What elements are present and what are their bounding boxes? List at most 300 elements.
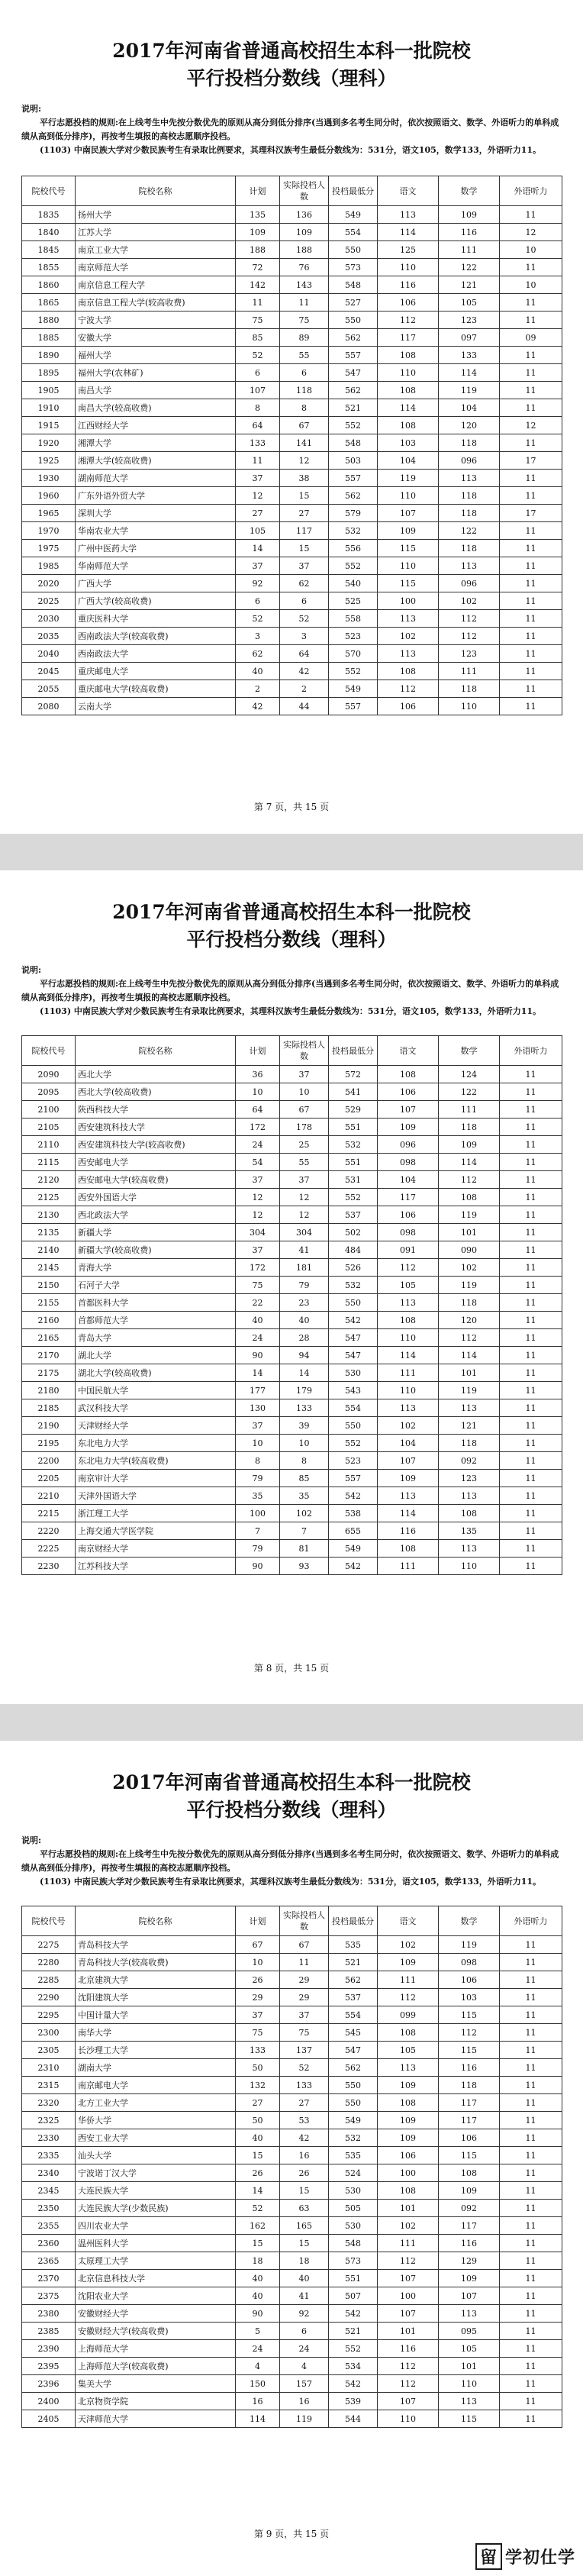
cell-min-score: 550 (329, 1294, 378, 1312)
cell-admitted-count: 67 (280, 417, 329, 434)
cell-school-name: 南京信息工程大学(较高收费) (76, 294, 236, 312)
cell-math-score: 104 (439, 399, 500, 417)
cell-plan: 4 (236, 2358, 280, 2375)
cell-min-score: 538 (329, 1505, 378, 1522)
cell-school-code: 2180 (22, 1382, 76, 1399)
cell-admitted-count: 102 (280, 1505, 329, 1522)
table-row (22, 2147, 562, 2164)
cell-plan: 130 (236, 1399, 280, 1417)
column-header-math-score: 数学 (439, 1906, 500, 1936)
cell-school-name: 宁波诺丁汉大学 (76, 2164, 236, 2182)
cell-school-name: 宁波大学 (76, 312, 236, 329)
column-header-chinese-score: 语文 (378, 176, 439, 206)
table-row (22, 276, 562, 294)
cell-min-score: 535 (329, 1936, 378, 1954)
cell-chinese-score: 099 (378, 2006, 439, 2024)
cell-math-score: 106 (439, 1971, 500, 1989)
cell-min-score: 548 (329, 434, 378, 452)
cell-school-code: 2310 (22, 2059, 76, 2077)
cell-min-score: 521 (329, 2323, 378, 2340)
cell-chinese-score: 108 (378, 1312, 439, 1329)
cell-school-name: 天津师范大学 (76, 2410, 236, 2428)
cell-admitted-count: 4 (280, 2358, 329, 2375)
table-row (22, 417, 562, 434)
cell-math-score: 096 (439, 575, 500, 592)
cell-min-score: 557 (329, 698, 378, 715)
cell-math-score: 105 (439, 294, 500, 312)
cell-school-code: 1845 (22, 241, 76, 259)
cell-school-name: 天津外国语大学 (76, 1487, 236, 1505)
cell-school-code: 2080 (22, 698, 76, 715)
cell-admitted-count: 118 (280, 382, 329, 399)
cell-admitted-count: 304 (280, 1224, 329, 1241)
cell-min-score: 534 (329, 2358, 378, 2375)
cell-plan: 14 (236, 1364, 280, 1382)
cell-min-score: 550 (329, 2094, 378, 2112)
cell-plan: 26 (236, 1971, 280, 1989)
cell-math-score: 095 (439, 2323, 500, 2340)
cell-math-score: 108 (439, 2164, 500, 2182)
cell-chinese-score: 114 (378, 224, 439, 241)
cell-min-score: 523 (329, 628, 378, 645)
cell-math-score: 121 (439, 1417, 500, 1435)
cell-plan: 15 (236, 2147, 280, 2164)
cell-chinese-score: 110 (378, 557, 439, 575)
cell-chinese-score: 108 (378, 2024, 439, 2042)
cell-admitted-count: 6 (280, 364, 329, 382)
cell-listening-score: 11 (500, 1417, 562, 1435)
cell-min-score: 550 (329, 241, 378, 259)
note-text-1: 平行志愿投档的规则:在上线考生中先按分数优先的原则从高分到低分排序(当遇到多名考生同分时，依次按照语文、数学、外语听力的单科成绩从高到低分排序)，再按考生填报的高校志愿顺序投档。 (21, 1849, 559, 1873)
cell-listening-score: 11 (500, 698, 562, 715)
cell-min-score: 552 (329, 1435, 378, 1452)
cell-listening-score: 11 (500, 2059, 562, 2077)
cell-plan: 133 (236, 434, 280, 452)
table-row (22, 680, 562, 698)
cell-school-name: 广东外语外贸大学 (76, 487, 236, 505)
cell-math-score: 101 (439, 1364, 500, 1382)
note-block (21, 102, 562, 157)
cell-chinese-score: 114 (378, 1347, 439, 1364)
cell-plan: 107 (236, 382, 280, 399)
cell-math-score: 114 (439, 1154, 500, 1171)
cell-school-name: 温州医科大学 (76, 2235, 236, 2252)
cell-admitted-count: 16 (280, 2393, 329, 2410)
cell-plan: 3 (236, 628, 280, 645)
cell-admitted-count: 92 (280, 2305, 329, 2323)
cell-school-code: 2030 (22, 610, 76, 628)
column-header-school-code: 院校代号 (22, 1036, 76, 1066)
cell-school-code: 1965 (22, 505, 76, 522)
table-row (22, 505, 562, 522)
cell-math-score: 102 (439, 1259, 500, 1277)
cell-math-score: 124 (439, 1066, 500, 1083)
cell-admitted-count: 75 (280, 312, 329, 329)
table-row (22, 645, 562, 663)
cell-school-code: 1840 (22, 224, 76, 241)
cell-school-code: 2165 (22, 1329, 76, 1347)
cell-school-name: 汕头大学 (76, 2147, 236, 2164)
cell-plan: 132 (236, 2077, 280, 2094)
cell-listening-score: 17 (500, 505, 562, 522)
cell-school-name: 西安建筑科技大学 (76, 1119, 236, 1136)
table-row (22, 610, 562, 628)
cell-plan: 114 (236, 2410, 280, 2428)
cell-listening-score: 11 (500, 1171, 562, 1189)
cell-plan: 18 (236, 2252, 280, 2270)
cell-chinese-score: 106 (378, 1083, 439, 1101)
cell-school-code: 2220 (22, 1522, 76, 1540)
table-row (22, 1989, 562, 2006)
cell-listening-score: 11 (500, 1241, 562, 1259)
page-divider (0, 1704, 583, 1741)
cell-min-score: 562 (329, 487, 378, 505)
cell-min-score: 547 (329, 2042, 378, 2059)
cell-school-code: 2120 (22, 1171, 76, 1189)
cell-school-name: 湖北大学 (76, 1347, 236, 1364)
cell-min-score: 573 (329, 259, 378, 276)
cell-chinese-score: 108 (378, 347, 439, 364)
cell-plan: 10 (236, 1954, 280, 1971)
cell-math-score: 098 (439, 1954, 500, 1971)
cell-plan: 6 (236, 364, 280, 382)
cell-school-code: 2315 (22, 2077, 76, 2094)
cell-listening-score: 11 (500, 1259, 562, 1277)
cell-plan: 64 (236, 417, 280, 434)
cell-math-score: 118 (439, 680, 500, 698)
cell-school-name: 西安邮电大学 (76, 1154, 236, 1171)
cell-listening-score: 11 (500, 1936, 562, 1954)
cell-listening-score: 11 (500, 2077, 562, 2094)
cell-admitted-count: 133 (280, 1399, 329, 1417)
cell-math-score: 115 (439, 2147, 500, 2164)
cell-math-score: 122 (439, 259, 500, 276)
table-row (22, 628, 562, 645)
cell-min-score: 532 (329, 522, 378, 540)
cell-admitted-count: 143 (280, 276, 329, 294)
cell-min-score: 531 (329, 1171, 378, 1189)
cell-min-score: 548 (329, 276, 378, 294)
cell-school-name: 重庆医科大学 (76, 610, 236, 628)
score-table (21, 176, 562, 715)
table-row (22, 1470, 562, 1487)
cell-admitted-count: 40 (280, 1312, 329, 1329)
cell-school-code: 1920 (22, 434, 76, 452)
cell-school-code: 2405 (22, 2410, 76, 2428)
cell-chinese-score: 112 (378, 1989, 439, 2006)
cell-math-score: 119 (439, 1936, 500, 1954)
cell-min-score: 562 (329, 1971, 378, 1989)
cell-listening-score: 11 (500, 1540, 562, 1558)
table-row (22, 522, 562, 540)
cell-school-code: 2335 (22, 2147, 76, 2164)
table-row (22, 399, 562, 417)
cell-school-name: 太原理工大学 (76, 2252, 236, 2270)
cell-admitted-count: 117 (280, 522, 329, 540)
cell-school-name: 南华大学 (76, 2024, 236, 2042)
column-header-school-name: 院校名称 (76, 176, 236, 206)
cell-plan: 8 (236, 1452, 280, 1470)
column-header-admitted-count: 实际投档人数 (280, 176, 329, 206)
cell-plan: 12 (236, 1189, 280, 1206)
cell-school-code: 2340 (22, 2164, 76, 2182)
cell-school-name: 扬州大学 (76, 206, 236, 224)
cell-math-score: 113 (439, 1399, 500, 1417)
cell-school-name: 大连民族大学(少数民族) (76, 2200, 236, 2217)
cell-plan: 105 (236, 522, 280, 540)
note-block (21, 964, 562, 1018)
cell-school-name: 北方工业大学 (76, 2094, 236, 2112)
cell-min-score: 542 (329, 1312, 378, 1329)
cell-min-score: 540 (329, 575, 378, 592)
cell-school-name: 南京工业大学 (76, 241, 236, 259)
cell-chinese-score: 105 (378, 1277, 439, 1294)
cell-chinese-score: 110 (378, 1329, 439, 1347)
table-row (22, 2006, 562, 2024)
table-row (22, 1083, 562, 1101)
cell-math-score: 119 (439, 382, 500, 399)
cell-school-name: 南京财经大学 (76, 1540, 236, 1558)
cell-plan: 29 (236, 1989, 280, 2006)
cell-school-name: 上海交通大学医学院 (76, 1522, 236, 1540)
cell-plan: 67 (236, 1936, 280, 1954)
cell-min-score: 543 (329, 1382, 378, 1399)
cell-math-score: 112 (439, 1171, 500, 1189)
cell-school-code: 2055 (22, 680, 76, 698)
cell-plan: 16 (236, 2393, 280, 2410)
table-row (22, 1206, 562, 1224)
table-row (22, 241, 562, 259)
table-row (22, 2129, 562, 2147)
cell-math-score: 118 (439, 540, 500, 557)
cell-school-code: 2105 (22, 1119, 76, 1136)
cell-min-score: 655 (329, 1522, 378, 1540)
cell-school-name: 沈阳农业大学 (76, 2287, 236, 2305)
cell-chinese-score: 109 (378, 522, 439, 540)
cell-chinese-score: 112 (378, 680, 439, 698)
cell-math-score: 108 (439, 1189, 500, 1206)
cell-min-score: 552 (329, 663, 378, 680)
cell-min-score: 542 (329, 1487, 378, 1505)
table-header-row (22, 176, 562, 206)
cell-listening-score: 11 (500, 2094, 562, 2112)
cell-chinese-score: 106 (378, 2147, 439, 2164)
cell-min-score: 548 (329, 2235, 378, 2252)
cell-min-score: 558 (329, 610, 378, 628)
cell-chinese-score: 112 (378, 2358, 439, 2375)
cell-min-score: 545 (329, 2024, 378, 2042)
cell-math-score: 123 (439, 312, 500, 329)
cell-admitted-count: 133 (280, 2077, 329, 2094)
cell-admitted-count: 67 (280, 1936, 329, 1954)
cell-math-score: 111 (439, 663, 500, 680)
cell-admitted-count: 181 (280, 1259, 329, 1277)
cell-plan: 142 (236, 276, 280, 294)
cell-admitted-count: 67 (280, 1101, 329, 1119)
cell-min-score: 530 (329, 1364, 378, 1382)
cell-plan: 52 (236, 2200, 280, 2217)
cell-chinese-score: 109 (378, 1119, 439, 1136)
cell-plan: 37 (236, 1417, 280, 1435)
cell-listening-score: 11 (500, 2323, 562, 2340)
cell-chinese-score: 091 (378, 1241, 439, 1259)
cell-school-name: 湖南师范大学 (76, 470, 236, 487)
cell-school-code: 1865 (22, 294, 76, 312)
cell-listening-score: 11 (500, 522, 562, 540)
cell-math-score: 118 (439, 487, 500, 505)
cell-listening-score: 11 (500, 1971, 562, 1989)
cell-min-score: 484 (329, 1241, 378, 1259)
score-table (21, 1035, 562, 1575)
cell-admitted-count: 37 (280, 1066, 329, 1083)
table-row (22, 364, 562, 382)
cell-admitted-count: 3 (280, 628, 329, 645)
cell-listening-score: 11 (500, 2200, 562, 2217)
cell-school-name: 重庆邮电大学(较高收费) (76, 680, 236, 698)
cell-listening-score: 11 (500, 2129, 562, 2147)
cell-school-name: 石河子大学 (76, 1277, 236, 1294)
cell-school-name: 南京师范大学 (76, 259, 236, 276)
cell-school-code: 2355 (22, 2217, 76, 2235)
cell-min-score: 562 (329, 382, 378, 399)
cell-plan: 52 (236, 347, 280, 364)
cell-admitted-count: 29 (280, 1989, 329, 2006)
cell-plan: 24 (236, 1136, 280, 1154)
cell-admitted-count: 23 (280, 1294, 329, 1312)
cell-chinese-score: 108 (378, 417, 439, 434)
table-row (22, 1347, 562, 1364)
cell-chinese-score: 102 (378, 2217, 439, 2235)
cell-min-score: 550 (329, 312, 378, 329)
cell-listening-score: 11 (500, 2182, 562, 2200)
cell-school-name: 青海大学 (76, 1259, 236, 1277)
cell-chinese-score: 109 (378, 1470, 439, 1487)
cell-chinese-score: 104 (378, 1171, 439, 1189)
cell-chinese-score: 100 (378, 2164, 439, 2182)
cell-admitted-count: 8 (280, 399, 329, 417)
cell-math-score: 096 (439, 452, 500, 470)
cell-chinese-score: 110 (378, 1382, 439, 1399)
score-table (21, 1906, 562, 2428)
cell-school-code: 2150 (22, 1277, 76, 1294)
column-header-listening-score: 外语听力 (500, 1036, 562, 1066)
cell-listening-score: 11 (500, 1435, 562, 1452)
cell-school-code: 2170 (22, 1347, 76, 1364)
page-7 (0, 0, 583, 834)
cell-chinese-score: 113 (378, 206, 439, 224)
page-title-line2: 平行投档分数线（理科） (186, 67, 397, 89)
table-row (22, 1136, 562, 1154)
table-row (22, 540, 562, 557)
cell-math-score: 102 (439, 592, 500, 610)
cell-listening-score: 11 (500, 645, 562, 663)
table-row (22, 2340, 562, 2358)
table-row (22, 2164, 562, 2182)
cell-listening-score: 11 (500, 1154, 562, 1171)
cell-min-score: 532 (329, 1277, 378, 1294)
cell-math-score: 117 (439, 2094, 500, 2112)
cell-plan: 11 (236, 294, 280, 312)
cell-chinese-score: 109 (378, 1954, 439, 1971)
cell-school-name: 南京信息工程大学 (76, 276, 236, 294)
cell-plan: 14 (236, 2182, 280, 2200)
cell-admitted-count: 85 (280, 1470, 329, 1487)
cell-chinese-score: 096 (378, 1136, 439, 1154)
cell-admitted-count: 52 (280, 2059, 329, 2077)
cell-math-score: 111 (439, 1101, 500, 1119)
cell-school-name: 江西财经大学 (76, 417, 236, 434)
cell-school-code: 1880 (22, 312, 76, 329)
cell-plan: 162 (236, 2217, 280, 2235)
cell-listening-score: 11 (500, 487, 562, 505)
cell-chinese-score: 102 (378, 1417, 439, 1435)
cell-school-code: 1985 (22, 557, 76, 575)
cell-school-code: 2095 (22, 1083, 76, 1101)
cell-school-name: 江苏科技大学 (76, 1558, 236, 1575)
cell-school-name: 天津财经大学 (76, 1417, 236, 1435)
cell-math-score: 129 (439, 2252, 500, 2270)
cell-chinese-score: 115 (378, 575, 439, 592)
cell-chinese-score: 111 (378, 2235, 439, 2252)
cell-admitted-count: 10 (280, 1435, 329, 1452)
cell-admitted-count: 37 (280, 557, 329, 575)
cell-listening-score: 11 (500, 1522, 562, 1540)
cell-admitted-count: 64 (280, 645, 329, 663)
cell-min-score: 526 (329, 1259, 378, 1277)
cell-math-score: 113 (439, 557, 500, 575)
cell-plan: 85 (236, 329, 280, 347)
cell-chinese-score: 107 (378, 2393, 439, 2410)
cell-min-score: 507 (329, 2287, 378, 2305)
cell-admitted-count: 109 (280, 224, 329, 241)
cell-school-code: 2130 (22, 1206, 76, 1224)
cell-chinese-score: 111 (378, 1558, 439, 1575)
cell-plan: 90 (236, 1558, 280, 1575)
table-row (22, 1435, 562, 1452)
cell-school-code: 1975 (22, 540, 76, 557)
cell-listening-score: 11 (500, 259, 562, 276)
cell-plan: 92 (236, 575, 280, 592)
cell-admitted-count: 38 (280, 470, 329, 487)
cell-listening-score: 10 (500, 241, 562, 259)
cell-plan: 40 (236, 2287, 280, 2305)
cell-school-name: 福州大学(农林矿) (76, 364, 236, 382)
cell-school-code: 2135 (22, 1224, 76, 1241)
cell-chinese-score: 112 (378, 2252, 439, 2270)
table-row (22, 1364, 562, 1382)
table-row (22, 1936, 562, 1954)
cell-admitted-count: 89 (280, 329, 329, 347)
cell-school-code: 2290 (22, 1989, 76, 2006)
cell-school-code: 2225 (22, 1540, 76, 1558)
cell-min-score: 552 (329, 1189, 378, 1206)
cell-plan: 172 (236, 1119, 280, 1136)
cell-math-score: 101 (439, 1224, 500, 1241)
note-text-2: (1103) 中南民族大学对少数民族考生有录取比例要求，其理科汉族考生最低分数线为：531分，语文105，数学133，外语听力11。 (40, 145, 542, 155)
cell-listening-score: 11 (500, 592, 562, 610)
cell-admitted-count: 52 (280, 610, 329, 628)
cell-plan: 304 (236, 1224, 280, 1241)
table-row (22, 1954, 562, 1971)
cell-chinese-score: 114 (378, 1505, 439, 1522)
cell-listening-score: 11 (500, 399, 562, 417)
cell-chinese-score: 113 (378, 610, 439, 628)
cell-admitted-count: 11 (280, 1954, 329, 1971)
cell-school-name: 湖北大学(较高收费) (76, 1364, 236, 1382)
column-header-plan: 计划 (236, 1036, 280, 1066)
cell-school-name: 云南大学 (76, 698, 236, 715)
cell-school-code: 2305 (22, 2042, 76, 2059)
